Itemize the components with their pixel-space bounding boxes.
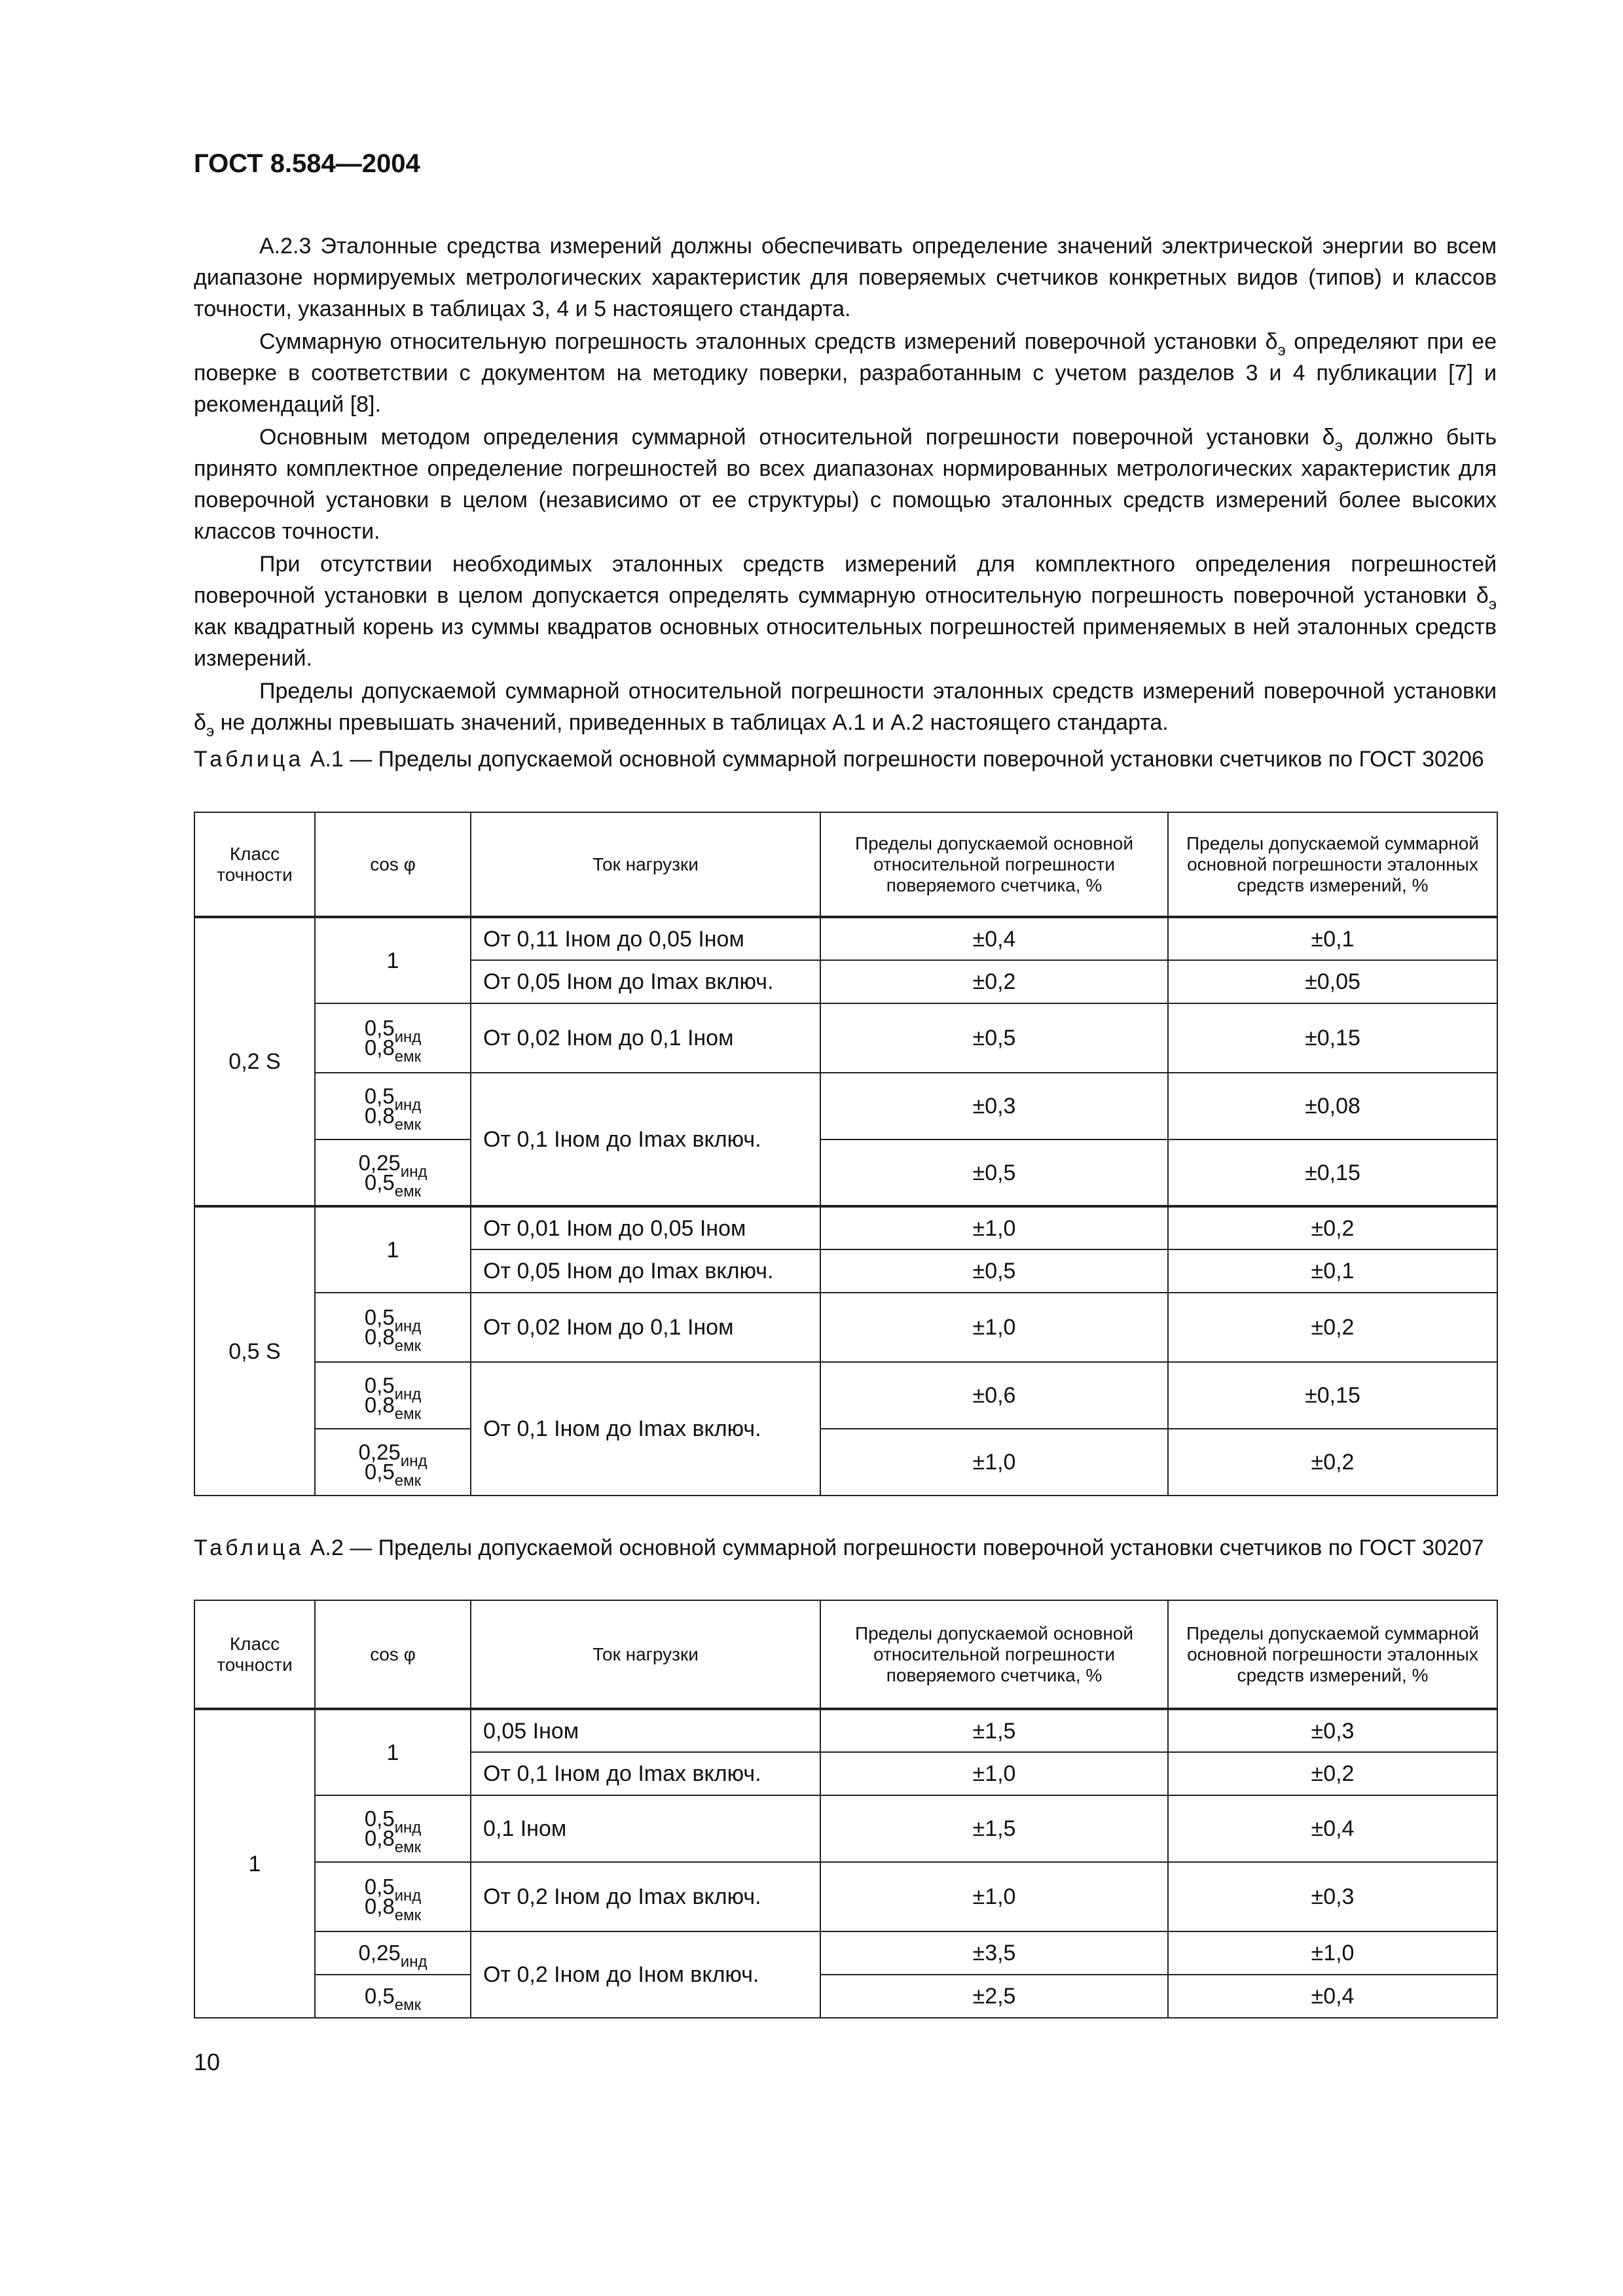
header-class: Класс точности: [194, 1600, 315, 1709]
paragraph-4: При отсутствии необходимых эталонных средств измерений для комплектного определения погрешностей поверочной установки в целом допускается определять суммарную относительную погрешность поверочной установки $\delta_э$ как квадратный корень из суммы квадратов основных относительных погрешностей применяемых в ней эталонных средств измерений.: [194, 552, 1497, 671]
cos-cell: 1: [315, 1709, 471, 1795]
table-2: [194, 1600, 1498, 2018]
meter-error-cell: ±3,5: [820, 1931, 1168, 1975]
current-cell: От 0,11 Iном до 0,05 Iном: [471, 917, 820, 960]
reference-error-cell: ±0,1: [1168, 917, 1497, 960]
class-cell: 0,5 S: [194, 1206, 315, 1496]
cos-cell: $0,25_{инд}$: [315, 1931, 471, 1975]
table-row: [194, 1139, 1497, 1206]
cos-cell: $0,5_{инд}$ $0,8_{емк}$: [315, 1795, 471, 1862]
reference-error-cell: ±0,05: [1168, 960, 1497, 1003]
header-reference-error: Пределы допускаемой суммарной основной погрешности эталонных средств измерений, %: [1168, 1600, 1497, 1709]
document-header: ГОСТ 8.584—2004: [194, 149, 420, 178]
meter-error-cell: ±0,2: [820, 960, 1168, 1003]
header-current: Ток нагрузки: [471, 812, 820, 917]
cos-cell: $0,5_{инд}$ $0,8_{емк}$: [315, 1003, 471, 1073]
table-row: [194, 1206, 1497, 1249]
table-header-row: [194, 812, 1497, 917]
class-cell: 0,2 S: [194, 917, 315, 1206]
page-number: 10: [194, 2049, 221, 2075]
paragraph-1: А.2.3 Эталонные средства измерений должны обеспечивать определение значений электрической энергии во всем диапазоне нормируемых метрологических характеристик для поверяемых счетчиков конкретных видов (типов) и классов точности, указанных в таблицах 3, 4 и 5 настоящего стандарта.: [194, 234, 1497, 321]
cos-cell: $0,25_{инд}$ $0,5_{емк}$: [315, 1139, 471, 1206]
header-meter-error: Пределы допускаемой основной относительной погрешности поверяемого счетчика, %: [820, 1600, 1168, 1709]
table-header-row: [194, 1600, 1497, 1709]
reference-error-cell: ±0,2: [1168, 1429, 1497, 1496]
class-cell: 1: [194, 1709, 315, 2018]
table-2-caption: Таблица А.2 — Пределы допускаемой основной суммарной погрешности поверочной установки счетчиков по ГОСТ 30207: [194, 1535, 1484, 1560]
table-1: [194, 812, 1498, 1496]
current-cell: От 0,05 Iном до Imax включ.: [471, 1249, 820, 1293]
cos-cell: $0,5_{инд}$ $0,8_{емк}$: [315, 1073, 471, 1139]
table-row: [194, 1429, 1497, 1496]
reference-error-cell: ±0,4: [1168, 1795, 1497, 1862]
reference-error-cell: ±0,15: [1168, 1362, 1497, 1429]
reference-error-cell: ±0,15: [1168, 1139, 1497, 1206]
meter-error-cell: ±0,5: [820, 1003, 1168, 1073]
meter-error-cell: ±2,5: [820, 1975, 1168, 2018]
meter-error-cell: ±1,0: [820, 1293, 1168, 1362]
cos-cell: $0,5_{инд}$ $0,8_{емк}$: [315, 1293, 471, 1362]
reference-error-cell: ±1,0: [1168, 1931, 1497, 1975]
reference-error-cell: ±0,3: [1168, 1862, 1497, 1931]
reference-error-cell: ±0,4: [1168, 1975, 1497, 2018]
meter-error-cell: ±0,5: [820, 1249, 1168, 1293]
reference-error-cell: ±0,1: [1168, 1249, 1497, 1293]
header-current: Ток нагрузки: [471, 1600, 820, 1709]
header-cos: cos φ: [315, 1600, 471, 1709]
paragraph-3: Основным методом определения суммарной относительной погрешности поверочной установки $\delta_э$ должно быть принято комплектное определение погрешностей во всех диапазонах нормированных метрологических характеристик для поверочной установки в целом (независимо от ее структуры) с помощью эталонных средств измерений более высоких классов точности.: [194, 425, 1497, 544]
current-cell: От 0,01 Iном до 0,05 Iном: [471, 1206, 820, 1249]
table-row: [194, 1709, 1497, 1752]
meter-error-cell: ±0,4: [820, 917, 1168, 960]
reference-error-cell: ±0,2: [1168, 1293, 1497, 1362]
cos-cell: 1: [315, 1206, 471, 1293]
meter-error-cell: ±1,5: [820, 1709, 1168, 1752]
table-row: [194, 1073, 1497, 1139]
meter-error-cell: ±1,0: [820, 1862, 1168, 1931]
current-cell: От 0,02 Iном до 0,1 Iном: [471, 1003, 820, 1073]
table-row: [194, 1795, 1497, 1862]
table-row: [194, 1293, 1497, 1362]
meter-error-cell: ±1,0: [820, 1206, 1168, 1249]
table-row: [194, 1975, 1497, 2018]
header-meter-error: Пределы допускаемой основной относительной погрешности поверяемого счетчика, %: [820, 812, 1168, 917]
meter-error-cell: ±1,5: [820, 1795, 1168, 1862]
header-reference-error: Пределы допускаемой суммарной основной погрешности эталонных средств измерений, %: [1168, 812, 1497, 917]
table-1-caption: Таблица А.1 — Пределы допускаемой основной суммарной погрешности поверочной установки счетчиков по ГОСТ 30206: [194, 747, 1484, 772]
cos-cell: $0,5_{инд}$ $0,8_{емк}$: [315, 1362, 471, 1429]
reference-error-cell: ±0,15: [1168, 1003, 1497, 1073]
current-cell: 0,1 Iном: [471, 1795, 820, 1862]
current-cell: От 0,05 Iном до Imax включ.: [471, 960, 820, 1003]
cos-cell: 1: [315, 917, 471, 1003]
meter-error-cell: ±0,6: [820, 1362, 1168, 1429]
table-row: [194, 1003, 1497, 1073]
paragraph-2: Суммарную относительную погрешность эталонных средств измерений поверочной установки $\delta_э$ определяют при ее поверке в соответствии с документом на методику поверки, разработанным с учетом разделов 3 и 4 публикации [7] и рекомендаций [8].: [194, 329, 1497, 417]
reference-error-cell: ±0,2: [1168, 1752, 1497, 1795]
reference-error-cell: ±0,3: [1168, 1709, 1497, 1752]
current-cell: От 0,1 Iном до Imax включ.: [471, 1073, 820, 1206]
current-cell: От 0,2 Iном до Iном включ.: [471, 1931, 820, 2018]
table-row: [194, 1931, 1497, 1975]
meter-error-cell: ±1,0: [820, 1752, 1168, 1795]
meter-error-cell: ±0,3: [820, 1073, 1168, 1139]
meter-error-cell: ±0,5: [820, 1139, 1168, 1206]
table-row: [194, 1362, 1497, 1429]
cos-cell: $0,5_{инд}$ $0,8_{емк}$: [315, 1862, 471, 1931]
table-row: [194, 917, 1497, 960]
meter-error-cell: ±1,0: [820, 1429, 1168, 1496]
table-row: [194, 1862, 1497, 1931]
current-cell: От 0,1 Iном до Imax включ.: [471, 1362, 820, 1496]
cos-cell: $0,5_{емк}$: [315, 1975, 471, 2018]
current-cell: От 0,02 Iном до 0,1 Iном: [471, 1293, 820, 1362]
header-class: Класс точности: [194, 812, 315, 917]
body-text: [194, 230, 1497, 738]
current-cell: От 0,2 Iном до Imax включ.: [471, 1862, 820, 1931]
current-cell: От 0,1 Iном до Imax включ.: [471, 1752, 820, 1795]
header-cos: cos φ: [315, 812, 471, 917]
reference-error-cell: ±0,08: [1168, 1073, 1497, 1139]
current-cell: 0,05 Iном: [471, 1709, 820, 1752]
reference-error-cell: ±0,2: [1168, 1206, 1497, 1249]
cos-cell: $0,25_{инд}$ $0,5_{емк}$: [315, 1429, 471, 1496]
paragraph-5: Пределы допускаемой суммарной относительной погрешности эталонных средств измерений поверочной установки $\delta_э$ не должны превышать значений, приведенных в таблицах А.1 и А.2 настоящего стандарта.: [194, 679, 1497, 740]
